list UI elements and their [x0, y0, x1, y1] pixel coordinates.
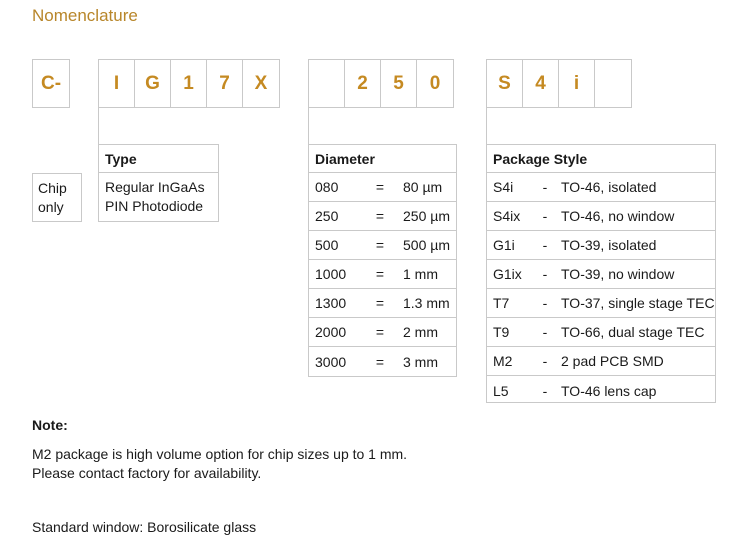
package-desc: TO-39, no window	[561, 266, 675, 282]
dash: -	[542, 266, 548, 282]
code-cell: G	[135, 60, 171, 107]
table-row	[487, 231, 715, 260]
connector-line	[98, 108, 99, 144]
type-line-1: Regular InGaAs	[105, 179, 205, 195]
code-cell: 0	[429, 72, 441, 94]
code-type-box	[98, 59, 280, 108]
page-title: Nomenclature	[32, 6, 138, 25]
dash: -	[542, 353, 548, 369]
equals-sign: =	[375, 324, 385, 340]
diameter-value: 1.3 mm	[403, 295, 450, 311]
code-cell	[595, 60, 631, 107]
diameter-code: 2000	[315, 324, 347, 340]
equals-sign: =	[375, 266, 385, 282]
package-desc: TO-37, single stage TEC	[561, 295, 715, 311]
code-prefix-box	[32, 59, 70, 108]
standard-window-text: Standard window: Borosilicate glass	[32, 519, 257, 535]
note-line-2: Please contact factory for availability.	[32, 465, 262, 481]
dash: -	[542, 295, 548, 311]
table-row	[487, 173, 715, 202]
equals-sign: =	[375, 295, 385, 311]
diameter-header: Diameter	[309, 145, 456, 173]
package-code: G1i	[493, 237, 515, 253]
type-line-2: PIN Photodiode	[105, 198, 204, 214]
table-row	[309, 231, 456, 260]
package-code: M2	[493, 353, 513, 369]
chip-only-box	[32, 173, 82, 222]
table-row	[309, 289, 456, 318]
code-cell: I	[99, 60, 135, 107]
package-desc: TO-66, dual stage TEC	[561, 324, 705, 340]
package-desc: 2 pad PCB SMD	[561, 353, 664, 369]
type-header: Type	[99, 145, 218, 173]
code-cell: 5	[381, 60, 417, 107]
diameter-code: 250	[315, 208, 339, 224]
package-desc: TO-46, isolated	[561, 179, 657, 195]
code-cell: 1	[171, 60, 207, 107]
table-row	[487, 318, 715, 347]
code-cell: 4	[523, 60, 559, 107]
package-code: L5	[493, 382, 509, 399]
diameter-code: 1000	[315, 266, 347, 282]
diameter-code: 3000	[315, 353, 347, 370]
package-code: S4ix	[493, 208, 521, 224]
equals-sign: =	[375, 353, 385, 370]
diameter-code: 500	[315, 237, 339, 253]
dash: -	[542, 179, 548, 195]
equals-sign: =	[375, 237, 385, 253]
package-desc: TO-46, no window	[561, 208, 675, 224]
package-code: T9	[493, 324, 510, 340]
connector-line	[308, 108, 309, 144]
diameter-value: 80 µm	[403, 179, 443, 195]
diameter-code: 080	[315, 179, 339, 195]
dash: -	[542, 382, 548, 399]
diameter-value: 1 mm	[403, 266, 438, 282]
diameter-table	[308, 144, 457, 377]
chip-line-2: only	[38, 199, 64, 215]
package-code: T7	[493, 295, 510, 311]
equals-sign: =	[375, 179, 385, 195]
code-cell	[309, 60, 345, 107]
package-header: Package Style	[487, 145, 715, 173]
equals-sign: =	[375, 208, 385, 224]
table-row	[309, 318, 456, 347]
package-desc: TO-39, isolated	[561, 237, 657, 253]
table-row	[309, 260, 456, 289]
code-diameter-box	[308, 59, 454, 108]
code-package-box	[486, 59, 632, 108]
code-cell: 2	[345, 60, 381, 107]
note-line-1: M2 package is high volume option for chip sizes up to 1 mm.	[32, 446, 408, 462]
dash: -	[542, 237, 548, 253]
table-row	[487, 202, 715, 231]
dash: -	[542, 208, 548, 224]
table-row	[309, 202, 456, 231]
diameter-value: 3 mm	[403, 353, 438, 370]
table-row	[487, 260, 715, 289]
chip-line-1: Chip	[38, 180, 67, 196]
diameter-value: 2 mm	[403, 324, 438, 340]
connector-line	[486, 108, 487, 144]
code-cell: C-	[40, 72, 62, 94]
dash: -	[542, 324, 548, 340]
table-row	[487, 347, 715, 376]
package-code: S4i	[493, 179, 514, 195]
code-cell: S	[487, 60, 523, 107]
table-row	[487, 289, 715, 318]
table-row	[487, 376, 715, 405]
package-table	[486, 144, 716, 403]
code-cell: X	[254, 72, 268, 94]
package-code: G1ix	[493, 266, 522, 282]
note-heading: Note:	[32, 417, 68, 433]
code-cell: i	[559, 60, 595, 107]
table-row	[309, 347, 456, 376]
diameter-value: 500 µm	[403, 237, 450, 253]
code-cell: 7	[207, 60, 243, 107]
table-row	[309, 173, 456, 202]
diameter-code: 1300	[315, 295, 347, 311]
package-desc: TO-46 lens cap	[561, 382, 657, 399]
type-table	[98, 144, 219, 222]
type-description	[99, 173, 218, 221]
diameter-value: 250 µm	[403, 208, 450, 224]
